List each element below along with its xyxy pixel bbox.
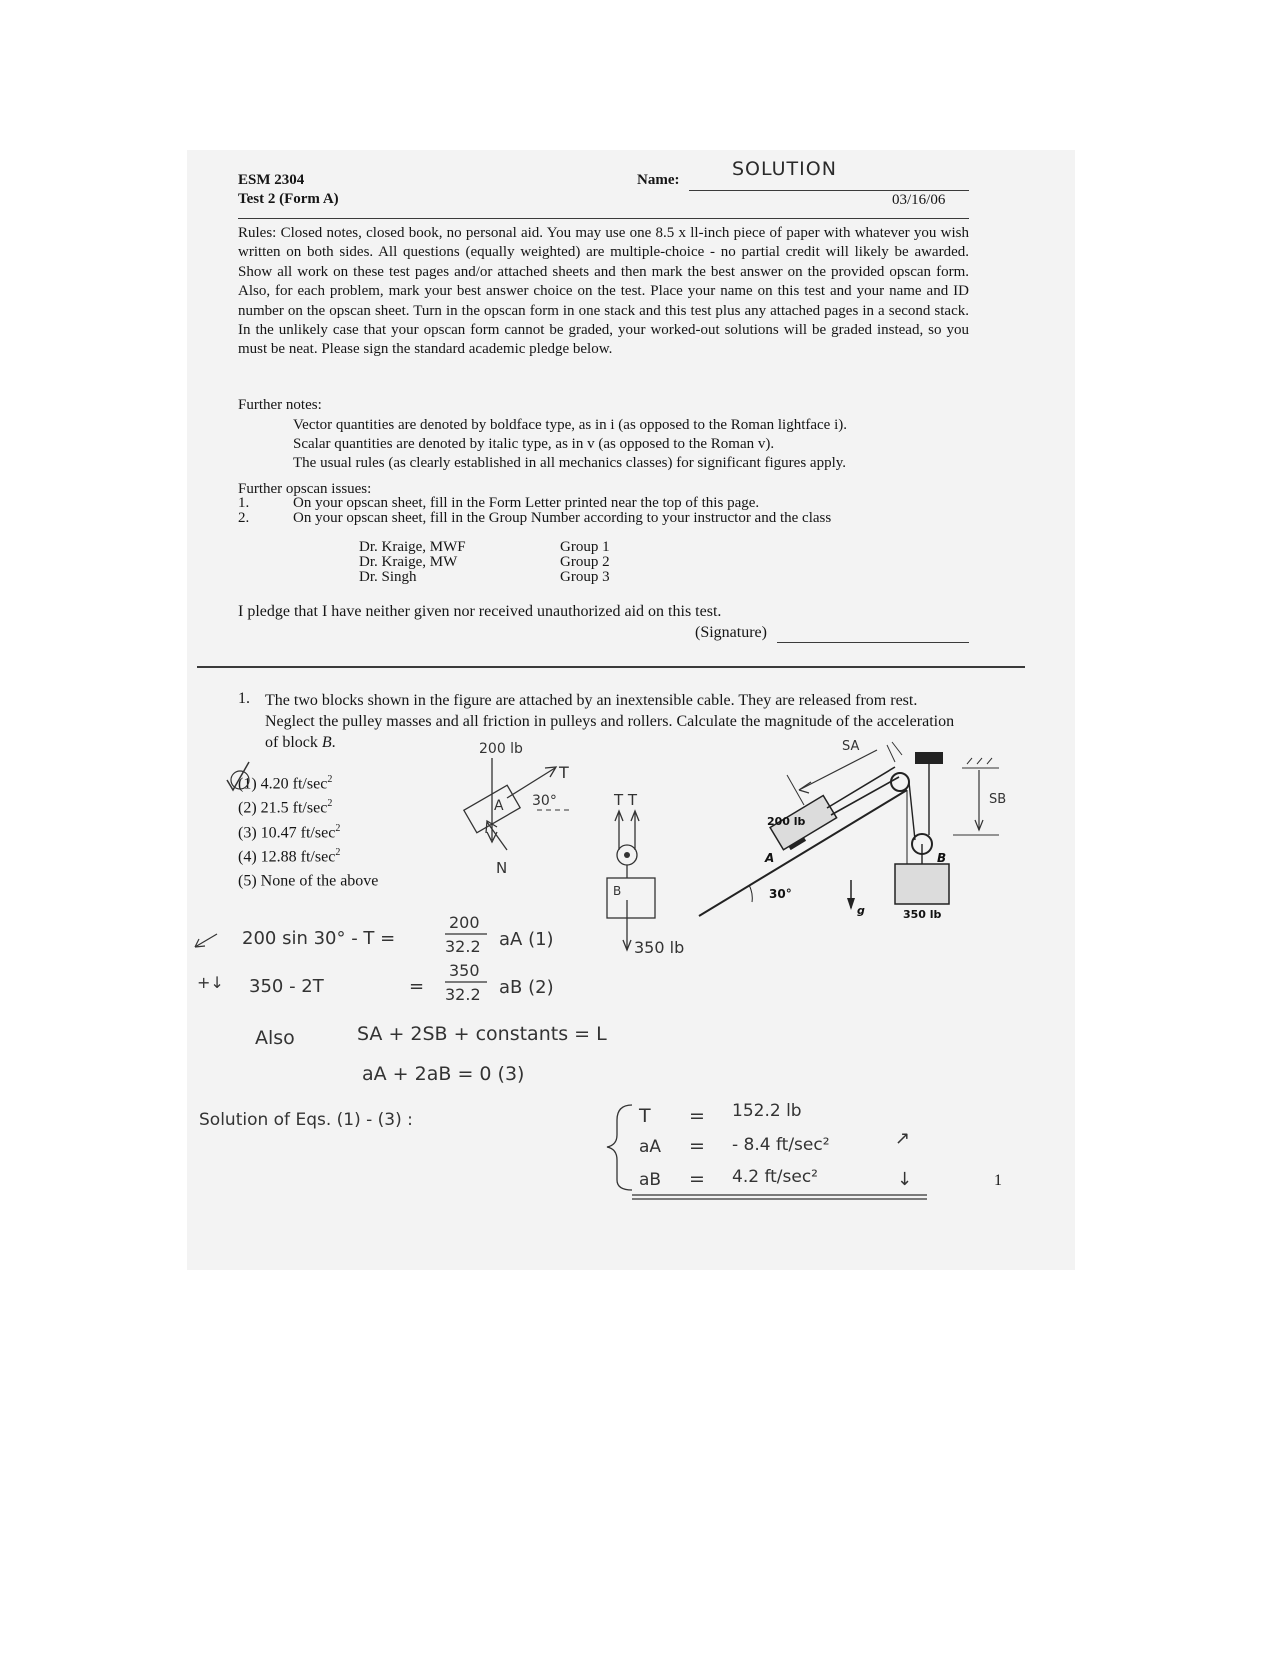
- problem-figure-and-solution: [187, 150, 1075, 1270]
- test-title: Test 2 (Form A): [238, 191, 339, 207]
- eq2-equals: =: [409, 976, 425, 997]
- result-var: aB: [639, 1170, 662, 1190]
- instructor-name: Dr. Kraige, MW: [359, 554, 458, 570]
- eq2-right: aB (2): [499, 977, 554, 998]
- instructor-name: Dr. Kraige, MWF: [359, 539, 466, 555]
- course-code: ESM 2304: [238, 172, 305, 188]
- name-value: SOLUTION: [732, 158, 837, 180]
- constraint-equation: SA + 2SB + constants = L: [357, 1023, 607, 1045]
- fig-block-b-label: B: [937, 851, 947, 865]
- eq2-numerator: 350: [449, 961, 480, 980]
- direction-arrow-icon: ↓: [897, 1169, 913, 1190]
- eq1-left: 200 sin 30° - T =: [242, 928, 396, 949]
- name-label: Name:: [637, 172, 680, 188]
- equation-1: [195, 913, 554, 956]
- result-value: 152.2 lb: [732, 1101, 802, 1121]
- fbd-weight-a-label: 200 lb: [479, 741, 523, 757]
- eq2-left: 350 - 2T: [249, 976, 324, 997]
- result-var: aA: [639, 1137, 662, 1157]
- fig-angle-label: 30°: [769, 887, 792, 901]
- eq1-denominator: 32.2: [445, 937, 481, 956]
- group-number: Group 3: [560, 569, 610, 585]
- answer-choice: (2) 21.5 $ft/\sec^2$: [238, 798, 333, 817]
- result-equals: =: [689, 1168, 705, 1190]
- solution-label: Solution of Eqs. (1) - (3) :: [199, 1110, 413, 1130]
- instructor-name: Dr. Singh: [359, 569, 417, 585]
- opscan-item-number: 1.: [238, 495, 250, 511]
- problem-text: The two blocks shown in the figure are attached by an inextensible cable. They are released from rest. Neglect the pulley masses and all friction in pulleys and rollers. Calculate the magnitude of the acceleration of block: [265, 692, 955, 751]
- answer-choice: (1) 4.20 $ft/\sec^2$: [238, 774, 333, 793]
- answer-choice: (4) 12.88 $ft/\sec^2$: [238, 846, 341, 866]
- group-number: Group 1: [560, 539, 610, 555]
- sb-label: SB: [989, 792, 1007, 807]
- further-notes-title: Further notes:: [238, 397, 322, 413]
- opscan-title: Further opscan issues:: [238, 481, 372, 497]
- pledge-text: I pledge that I have neither given nor received unauthorized aid on this test.: [238, 603, 722, 620]
- fbd-block-a: [464, 741, 570, 877]
- result-equals: =: [689, 1105, 705, 1127]
- problem-variable: B: [321, 734, 332, 751]
- fbd-b-label: B: [613, 884, 622, 898]
- result-var: T: [639, 1105, 651, 1127]
- rules-paragraph: Rules: Closed notes, closed book, no personal aid. You may use one 8.5 x ll-inch piece of paper with whatever you wish written on both sides. All questions (equally weighted) are multiple-choice - no partial credit will likely be awarded. Show all work on these test pages and/or attached sheets and then mark the best answer on the provided opscan form. Also, for each problem, mark your best answer choice on the test. Place your name on this test and your name and ID number on the opscan sheet. Turn in the opscan form in one stack and this test plus any attached pages in a second stack. In the unlikely case that your opscan form cannot be graded, your worked-out solutions will be graded instead, so you must be neat. Please sign the standard academic pledge below.: [238, 225, 969, 358]
- solution-brace-icon: [607, 1105, 632, 1190]
- group-number: Group 2: [560, 554, 610, 570]
- fbd-tension-label: T: [559, 763, 569, 782]
- opscan-item-text: On your opscan sheet, fill in the Group Number according to your instructor and the class: [293, 510, 832, 526]
- sa-label: SA: [842, 739, 860, 754]
- fig-gravity-label: g: [857, 904, 865, 917]
- signature-label: (Signature): [695, 624, 767, 641]
- eq2-denominator: 32.2: [445, 985, 481, 1004]
- also-label: Also: [255, 1027, 295, 1049]
- answer-circle-icon: [231, 771, 249, 789]
- fbd-block-b: [607, 791, 684, 957]
- answer-choice: (5) None of the above: [238, 872, 379, 890]
- exam-date: 03/16/06: [892, 192, 946, 208]
- opscan-item-number: 2.: [238, 510, 250, 526]
- direction-arrow-icon: ↗: [895, 1128, 911, 1149]
- fig-weight-a-label: 200 lb: [767, 815, 806, 828]
- note-item: Vector quantities are denoted by boldface type, as in i (as opposed to the Roman lightface i).: [293, 417, 847, 433]
- result-value: - 8.4 ft/sec²: [732, 1135, 830, 1155]
- fig-block-a-label: A: [765, 851, 775, 865]
- note-item: The usual rules (as clearly established in all mechanics classes) for significant figures apply.: [293, 455, 847, 471]
- eq2-sign-icon: +↓: [197, 973, 224, 992]
- fbd-weight-b-label: 350 lb: [634, 938, 685, 957]
- fbd-angle-label: 30°: [532, 793, 557, 809]
- result-equals: =: [689, 1135, 705, 1157]
- fbd-a-label: A: [494, 798, 504, 814]
- answer-choice: (3) 10.47 $ft/\sec^2$: [238, 822, 341, 841]
- equation-3: aA + 2aB = 0 (3): [362, 1063, 525, 1085]
- note-item: Scalar quantities are denoted by italic type, as in v (as opposed to the Roman v).: [293, 436, 775, 452]
- fbd-tensions-label: T T: [614, 791, 638, 809]
- problem-number: 1.: [238, 690, 250, 707]
- eq1-right: aA (1): [499, 929, 554, 950]
- problem-text-end: .: [331, 734, 336, 751]
- exam-sheet: [187, 150, 1075, 1270]
- equation-2: [197, 961, 554, 1004]
- page-number: 1: [994, 1172, 1002, 1189]
- fbd-normal-label: N: [496, 859, 508, 877]
- check-mark-icon: [227, 762, 249, 790]
- fig-weight-b-label: 350 lb: [903, 908, 942, 921]
- eq1-numerator: 200: [449, 913, 480, 932]
- result-value: 4.2 ft/sec²: [732, 1167, 818, 1187]
- opscan-item-text: On your opscan sheet, fill in the Form Letter printed near the top of this page.: [293, 495, 760, 511]
- solution-results: [638, 1101, 912, 1190]
